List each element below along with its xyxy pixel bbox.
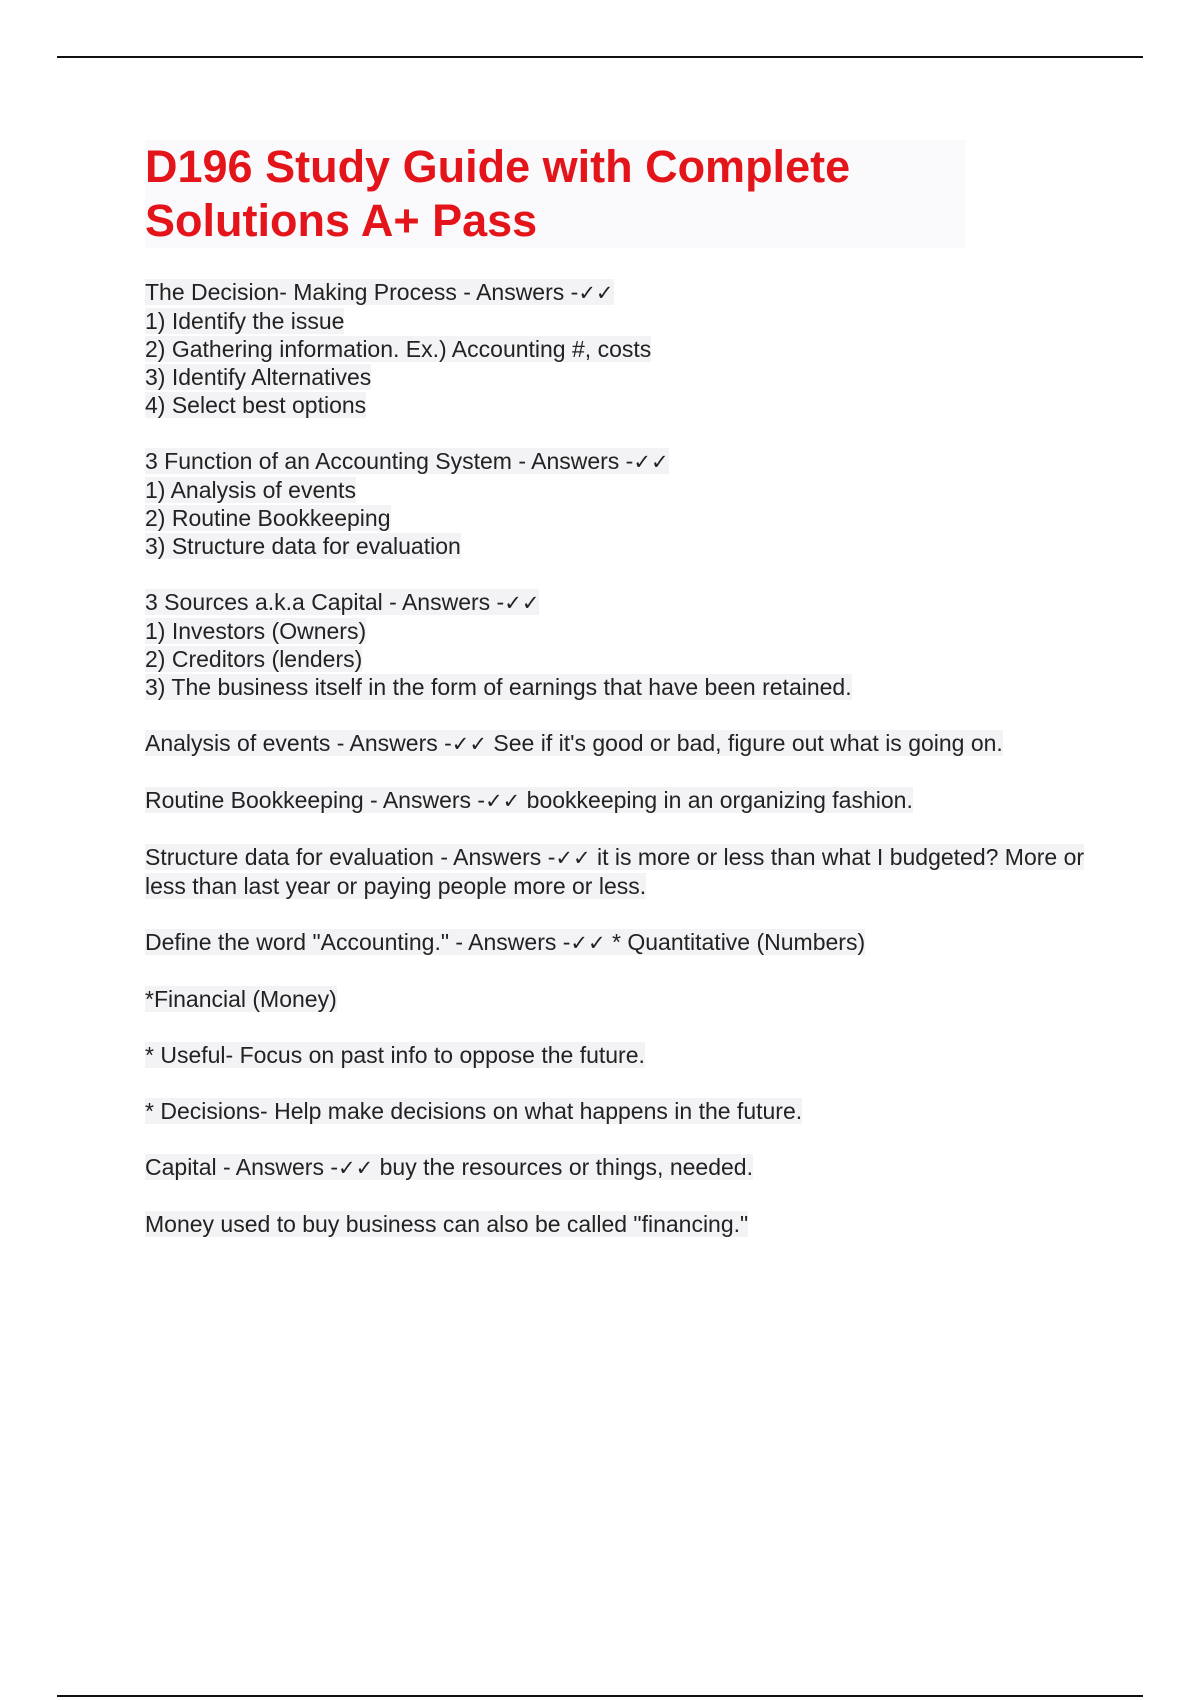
question-define-accounting bbox=[145, 928, 1085, 957]
check-marks: ✓✓ bbox=[555, 846, 591, 870]
answer-list bbox=[145, 476, 1085, 560]
list-item: 4) Select best options bbox=[145, 392, 367, 418]
answer-line: * Useful- Focus on past info to oppose the future. bbox=[145, 1042, 645, 1068]
check-marks: ✓✓ bbox=[504, 591, 540, 615]
check-marks: ✓✓ bbox=[570, 931, 606, 955]
list-item: 3) The business itself in the form of earnings that have been retained. bbox=[145, 674, 852, 700]
list-item: 1) Analysis of events bbox=[145, 477, 356, 503]
answer-line: * Decisions- Help make decisions on what happens in the future. bbox=[145, 1098, 803, 1124]
check-marks: ✓✓ bbox=[633, 450, 669, 474]
list-item: 3) Identify Alternatives bbox=[145, 364, 372, 390]
document-title: D196 Study Guide with Complete Solutions A+ Pass bbox=[145, 140, 965, 248]
answer-text: See if it's good or bad, figure out what is going on. bbox=[487, 730, 1003, 756]
check-marks: ✓✓ bbox=[451, 732, 487, 756]
question-text: The Decision- Making Process - Answers - bbox=[145, 279, 579, 305]
question-text: Analysis of events - Answers - bbox=[145, 730, 452, 756]
list-item: 2) Gathering information. Ex.) Accounting #, costs bbox=[145, 336, 652, 362]
question-routine-bookkeeping bbox=[145, 786, 1085, 815]
question-decision-making-process bbox=[145, 278, 1085, 307]
answer-line: *Financial (Money) bbox=[145, 986, 337, 1012]
answer-list bbox=[145, 617, 1085, 701]
question-analysis-of-events bbox=[145, 729, 1085, 758]
check-marks: ✓✓ bbox=[578, 281, 614, 305]
answer-text: bookkeeping in an organizing fashion. bbox=[520, 787, 913, 813]
answer-list bbox=[145, 307, 1085, 419]
question-capital-sources bbox=[145, 588, 1085, 617]
list-item: 2) Creditors (lenders) bbox=[145, 646, 363, 672]
list-item: 2) Routine Bookkeeping bbox=[145, 505, 391, 531]
question-accounting-system-functions bbox=[145, 447, 1085, 476]
footer-rule bbox=[57, 1695, 1143, 1697]
check-marks: ✓✓ bbox=[485, 789, 521, 813]
question-text: Capital - Answers - bbox=[145, 1154, 339, 1180]
list-item: 3) Structure data for evaluation bbox=[145, 533, 461, 559]
header-rule bbox=[57, 56, 1143, 58]
check-marks: ✓✓ bbox=[338, 1156, 374, 1180]
question-text: 3 Sources a.k.a Capital - Answers - bbox=[145, 589, 505, 615]
question-text: Routine Bookkeeping - Answers - bbox=[145, 787, 486, 813]
question-text: 3 Function of an Accounting System - Answers - bbox=[145, 448, 634, 474]
document-body bbox=[145, 140, 1085, 1238]
answer-text: it is more or less than what I budgeted? More or less than last year or paying people more or less. bbox=[145, 844, 1085, 899]
answer-text: * Quantitative (Numbers) bbox=[605, 929, 866, 955]
question-text: Structure data for evaluation - Answers - bbox=[145, 844, 556, 870]
question-text: Define the word "Accounting." - Answers - bbox=[145, 929, 571, 955]
question-structure-data bbox=[145, 843, 1085, 900]
question-capital bbox=[145, 1153, 1085, 1182]
list-item: 1) Identify the issue bbox=[145, 308, 345, 334]
answer-text: buy the resources or things, needed. bbox=[373, 1154, 753, 1180]
answer-line: Money used to buy business can also be called "financing." bbox=[145, 1211, 749, 1237]
list-item: 1) Investors (Owners) bbox=[145, 618, 367, 644]
